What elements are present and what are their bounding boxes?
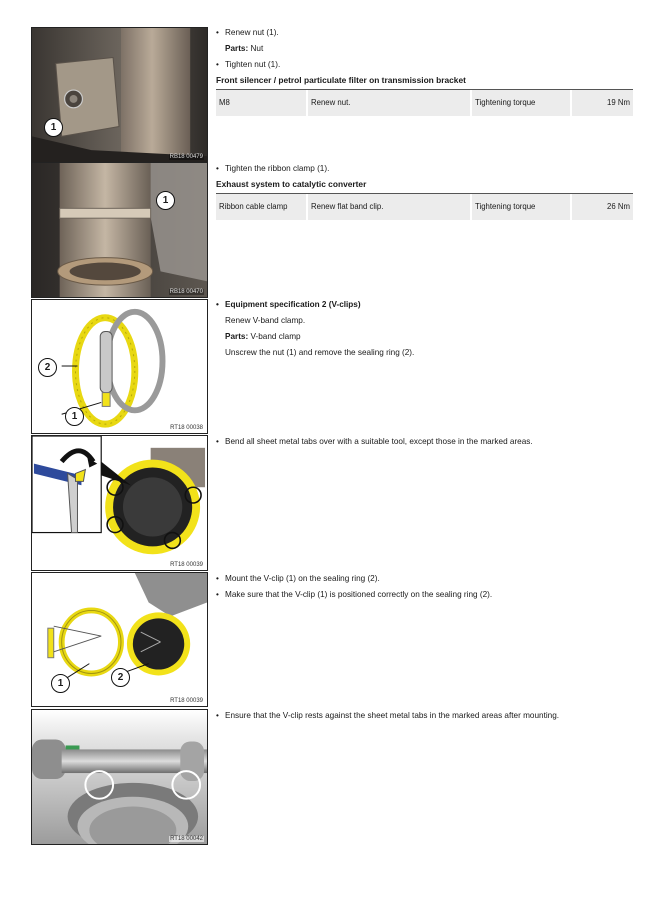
instruction: • Ensure that the V-clip rests against the sheet metal tabs in the marked areas after mounting. — [216, 708, 636, 724]
section-text — [216, 25, 636, 116]
spec-title: Front silencer / petrol particulate filter on transmission bracket — [216, 75, 466, 85]
callout-marker: 2 — [111, 668, 130, 687]
section-text — [216, 297, 636, 361]
parts-line: Parts: V-band clamp — [225, 332, 301, 341]
figure-id: RT18 00038 — [170, 425, 203, 431]
spec-table — [216, 89, 633, 116]
instruction-heading: • Equipment specification 2 (V-clips) — [216, 297, 636, 313]
callout-marker: 1 — [65, 407, 84, 426]
instruction: • Renew nut (1). — [216, 25, 636, 41]
figure-ribbon-clamp — [31, 162, 208, 298]
table-cell: Ribbon cable clamp — [216, 194, 306, 221]
table-cell: 26 Nm — [572, 194, 633, 221]
table-row — [216, 194, 633, 221]
instruction: • Make sure that the V-clip (1) is positioned correctly on the sealing ring (2). — [216, 587, 636, 603]
instruction: Renew V-band clamp. — [225, 316, 306, 325]
parts-line: Parts: Nut — [225, 44, 264, 53]
figure-nut-bracket — [31, 27, 208, 163]
instruction: Unscrew the nut (1) and remove the sealing ring (2). — [225, 348, 415, 357]
table-cell: 19 Nm — [572, 90, 633, 117]
section-text — [216, 571, 636, 603]
spec-table — [216, 193, 633, 220]
photo-v-clip-installed — [32, 710, 207, 844]
section-text — [216, 161, 636, 220]
photo-exhaust-pipe — [32, 163, 207, 297]
callout-marker: 1 — [51, 674, 70, 693]
figure-v-clip-removal — [31, 299, 208, 434]
table-cell: Renew flat band clip. — [308, 194, 470, 221]
table-cell: Tightening torque — [472, 194, 570, 221]
section-text — [216, 708, 636, 724]
figure-id: RT18 00039 — [170, 562, 203, 568]
figure-mount-v-clip — [31, 572, 208, 707]
drawing-v-clip-ring — [32, 300, 207, 433]
callout-marker: 1 — [44, 118, 63, 137]
callout-marker: 2 — [38, 358, 57, 377]
figure-v-clip-check — [31, 709, 208, 845]
table-cell: Renew nut. — [308, 90, 470, 117]
figure-bend-tabs — [31, 435, 208, 571]
figure-id: RT18 00039 — [170, 698, 203, 704]
figure-id: RT18 00042 — [170, 836, 203, 842]
instruction: • Bend all sheet metal tabs over with a suitable tool, except those in the marked areas. — [216, 434, 636, 450]
spec-title: Exhaust system to catalytic converter — [216, 179, 367, 189]
figure-id: RB18 00470 — [169, 289, 203, 295]
photo-exhaust-bracket — [32, 28, 207, 162]
section-text — [216, 434, 636, 450]
figure-id: RB18 00479 — [169, 154, 203, 160]
table-row — [216, 90, 633, 117]
table-cell: M8 — [216, 90, 306, 117]
drawing-sheet-metal-tabs — [32, 436, 207, 570]
instruction: • Tighten nut (1). — [216, 57, 636, 73]
instruction: • Mount the V-clip (1) on the sealing ring (2). — [216, 571, 636, 587]
table-cell: Tightening torque — [472, 90, 570, 117]
callout-marker: 1 — [156, 191, 175, 210]
instruction: • Tighten the ribbon clamp (1). — [216, 161, 636, 177]
